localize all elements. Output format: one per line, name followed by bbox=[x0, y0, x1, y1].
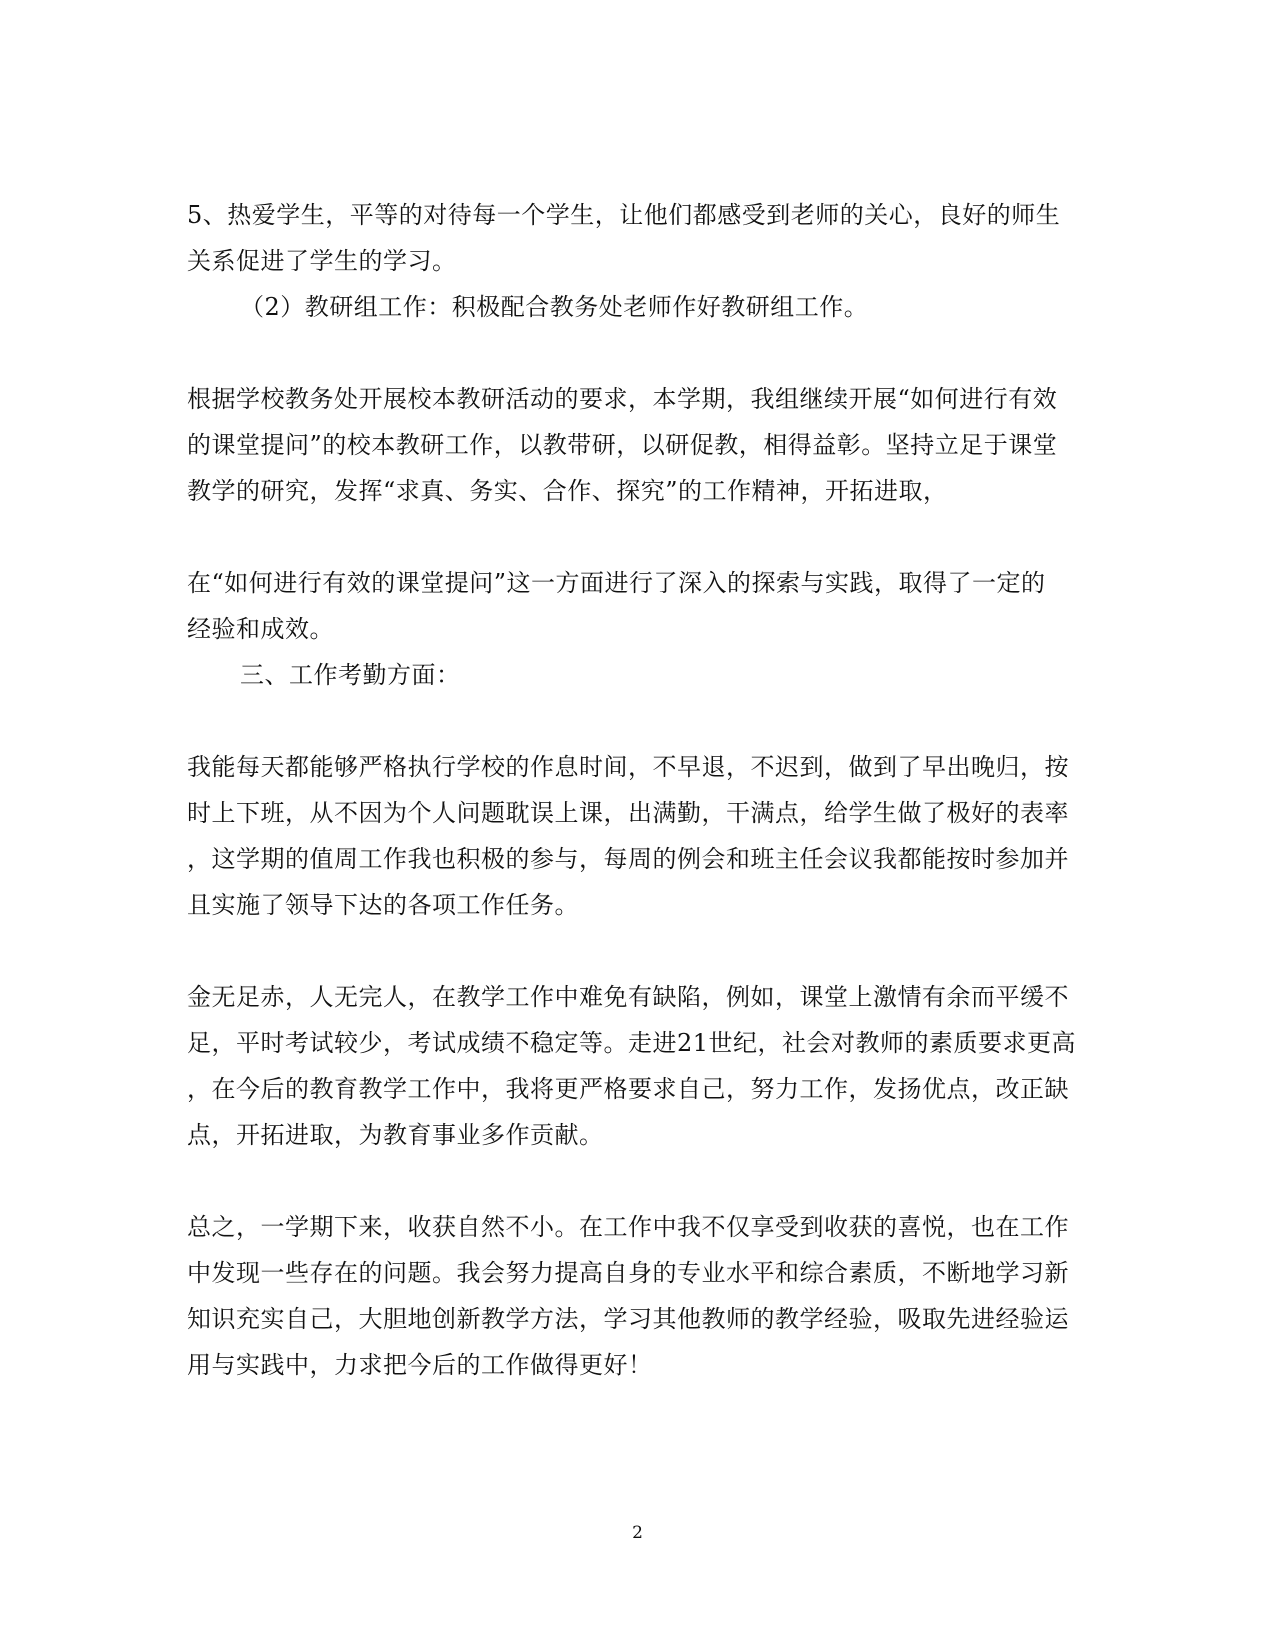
text-line: 足，平时考试较少，考试成绩不稳定等。走进21世纪，社会对教师的素质要求更高 bbox=[187, 1029, 1077, 1057]
text-line: 在“如何进行有效的课堂提问”这一方面进行了深入的探索与实践，取得了一定的 bbox=[187, 569, 1046, 597]
text-line: 中发现一些存在的问题。我会努力提高自身的专业水平和综合素质，不断地学习新 bbox=[187, 1259, 1069, 1287]
text-line: 知识充实自己，大胆地创新教学方法，学习其他教师的教学经验，吸取先进经验运 bbox=[187, 1305, 1069, 1333]
text-line: 点，开拓进取，为教育事业多作贡献。 bbox=[187, 1121, 604, 1149]
text-line: 经验和成效。 bbox=[187, 615, 334, 643]
text-line: 我能每天都能够严格执行学校的作息时间，不早退，不迟到，做到了早出晚归，按 bbox=[187, 753, 1069, 781]
text-line: 关系促进了学生的学习。 bbox=[187, 247, 457, 275]
text-line: 用与实践中，力求把今后的工作做得更好！ bbox=[187, 1351, 653, 1379]
text-line: 且实施了领导下达的各项工作任务。 bbox=[187, 891, 579, 919]
page-number: 2 bbox=[632, 1523, 643, 1543]
text-line: 教学的研究，发挥“求真、务实、合作、探究”的工作精神，开拓进取， bbox=[187, 477, 948, 505]
text-line: 的课堂提问”的校本教研工作，以教带研，以研促教，相得益彰。坚持立足于课堂 bbox=[187, 431, 1058, 459]
text-line: 根据学校教务处开展校本教研活动的要求，本学期，我组继续开展“如何进行有效 bbox=[187, 385, 1058, 413]
text-line: 金无足赤，人无完人，在教学工作中难免有缺陷，例如，课堂上激情有余而平缓不 bbox=[187, 983, 1069, 1011]
text-line: ，在今后的教育教学工作中，我将更严格要求自己，努力工作，发扬优点，改正缺 bbox=[187, 1075, 1069, 1103]
text-line: 总之，一学期下来，收获自然不小。在工作中我不仅享受到收获的喜悦，也在工作 bbox=[187, 1213, 1069, 1241]
text-line: 三、工作考勤方面： bbox=[240, 661, 461, 689]
text-line: 时上下班，从不因为个人问题耽误上课，出满勤，干满点，给学生做了极好的表率 bbox=[187, 799, 1069, 827]
text-line: ，这学期的值周工作我也积极的参与，每周的例会和班主任会议我都能按时参加并 bbox=[187, 845, 1069, 873]
text-line: （2）教研组工作：积极配合教务处老师作好教研组工作。 bbox=[240, 293, 869, 321]
text-line: 5、热爱学生，平等的对待每一个学生，让他们都感受到老师的关心，良好的师生 bbox=[187, 201, 1061, 229]
